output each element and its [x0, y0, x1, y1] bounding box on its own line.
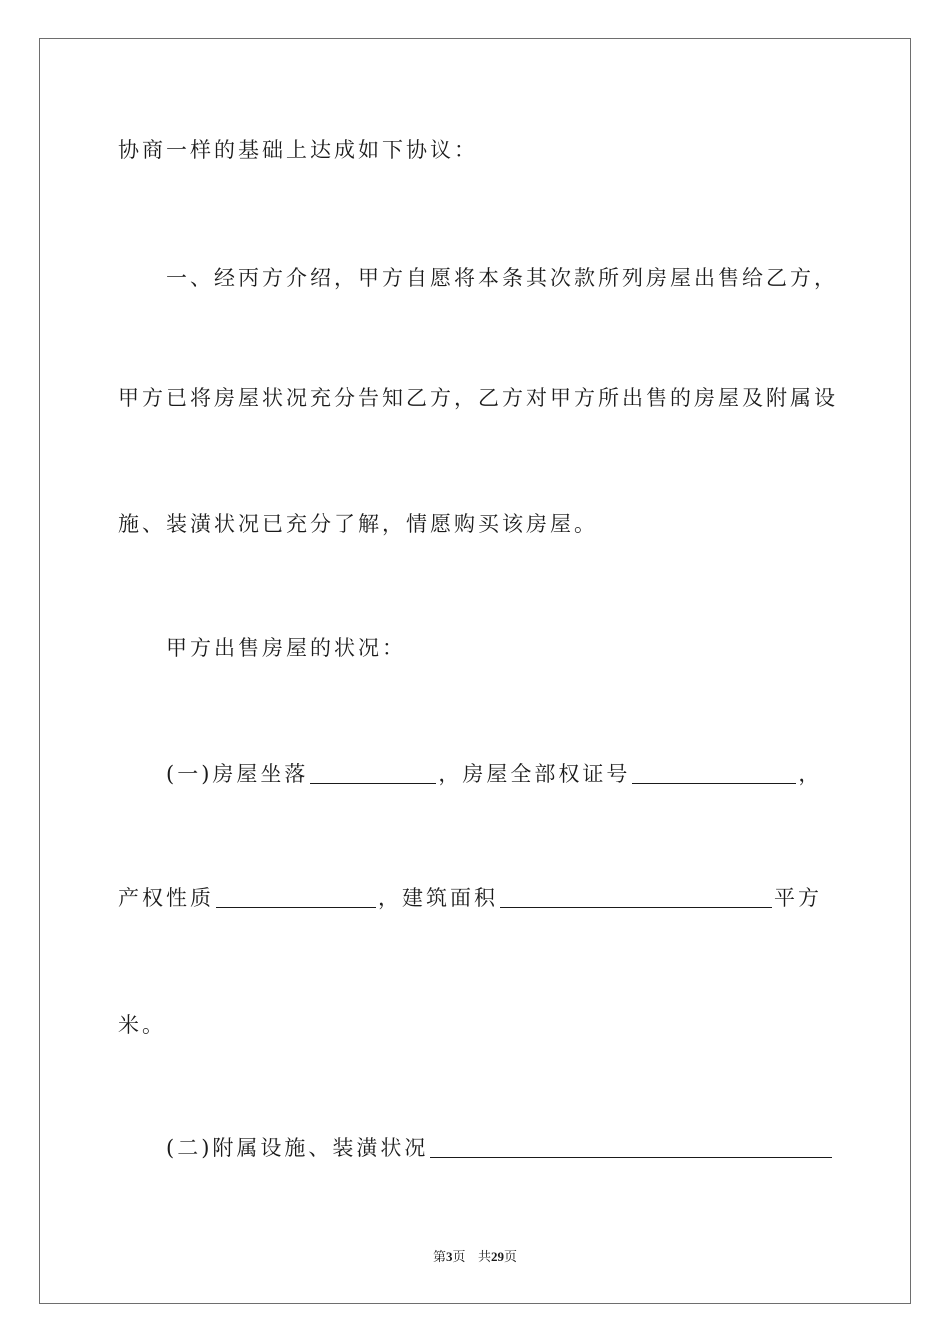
total-label-post: 页	[503, 1250, 517, 1265]
page-label-post: 页	[452, 1250, 466, 1265]
page-number: 3	[446, 1249, 453, 1264]
total-label-pre: 共	[477, 1250, 491, 1265]
text-line-4: 施、装潢状况已充分了解，情愿购买该房屋。	[118, 512, 598, 536]
text-line-2: 一、经丙方介绍，甲方自愿将本条其次款所列房屋出售给乙方，	[166, 266, 838, 290]
page-border	[39, 38, 911, 1304]
item-1b-prefix: 产权性质	[118, 886, 214, 910]
text-line-5: 甲方出售房屋的状况：	[166, 636, 406, 660]
page-label-pre: 第	[433, 1250, 447, 1265]
item-1-prefix: (一)房屋坐落	[166, 762, 309, 786]
building-area-blank	[500, 885, 772, 908]
item-1-line	[166, 757, 886, 791]
item-1-separator: ，房屋全部权证号	[438, 762, 631, 786]
text-line-1: 协商一样的基础上达成如下协议：	[118, 138, 478, 162]
item-1b-end: 平方	[774, 886, 822, 910]
item-1-end: ，	[798, 762, 823, 786]
item-1b-separator: ，建筑面积	[378, 886, 498, 910]
page-footer	[0, 1248, 950, 1267]
ownership-certificate-blank	[632, 761, 796, 784]
property-nature-blank	[216, 885, 376, 908]
item-1b-line	[118, 881, 838, 915]
house-location-blank	[310, 761, 436, 784]
text-line-3: 甲方已将房屋状况充分告知乙方，乙方对甲方所出售的房屋及附属设	[118, 386, 838, 410]
total-pages: 29	[490, 1249, 504, 1264]
item-1c-line: 米。	[118, 1013, 166, 1037]
item-2-prefix: (二)附属设施、装潢状况	[166, 1136, 429, 1160]
item-2-line	[166, 1131, 886, 1165]
facilities-decoration-blank	[430, 1135, 832, 1158]
